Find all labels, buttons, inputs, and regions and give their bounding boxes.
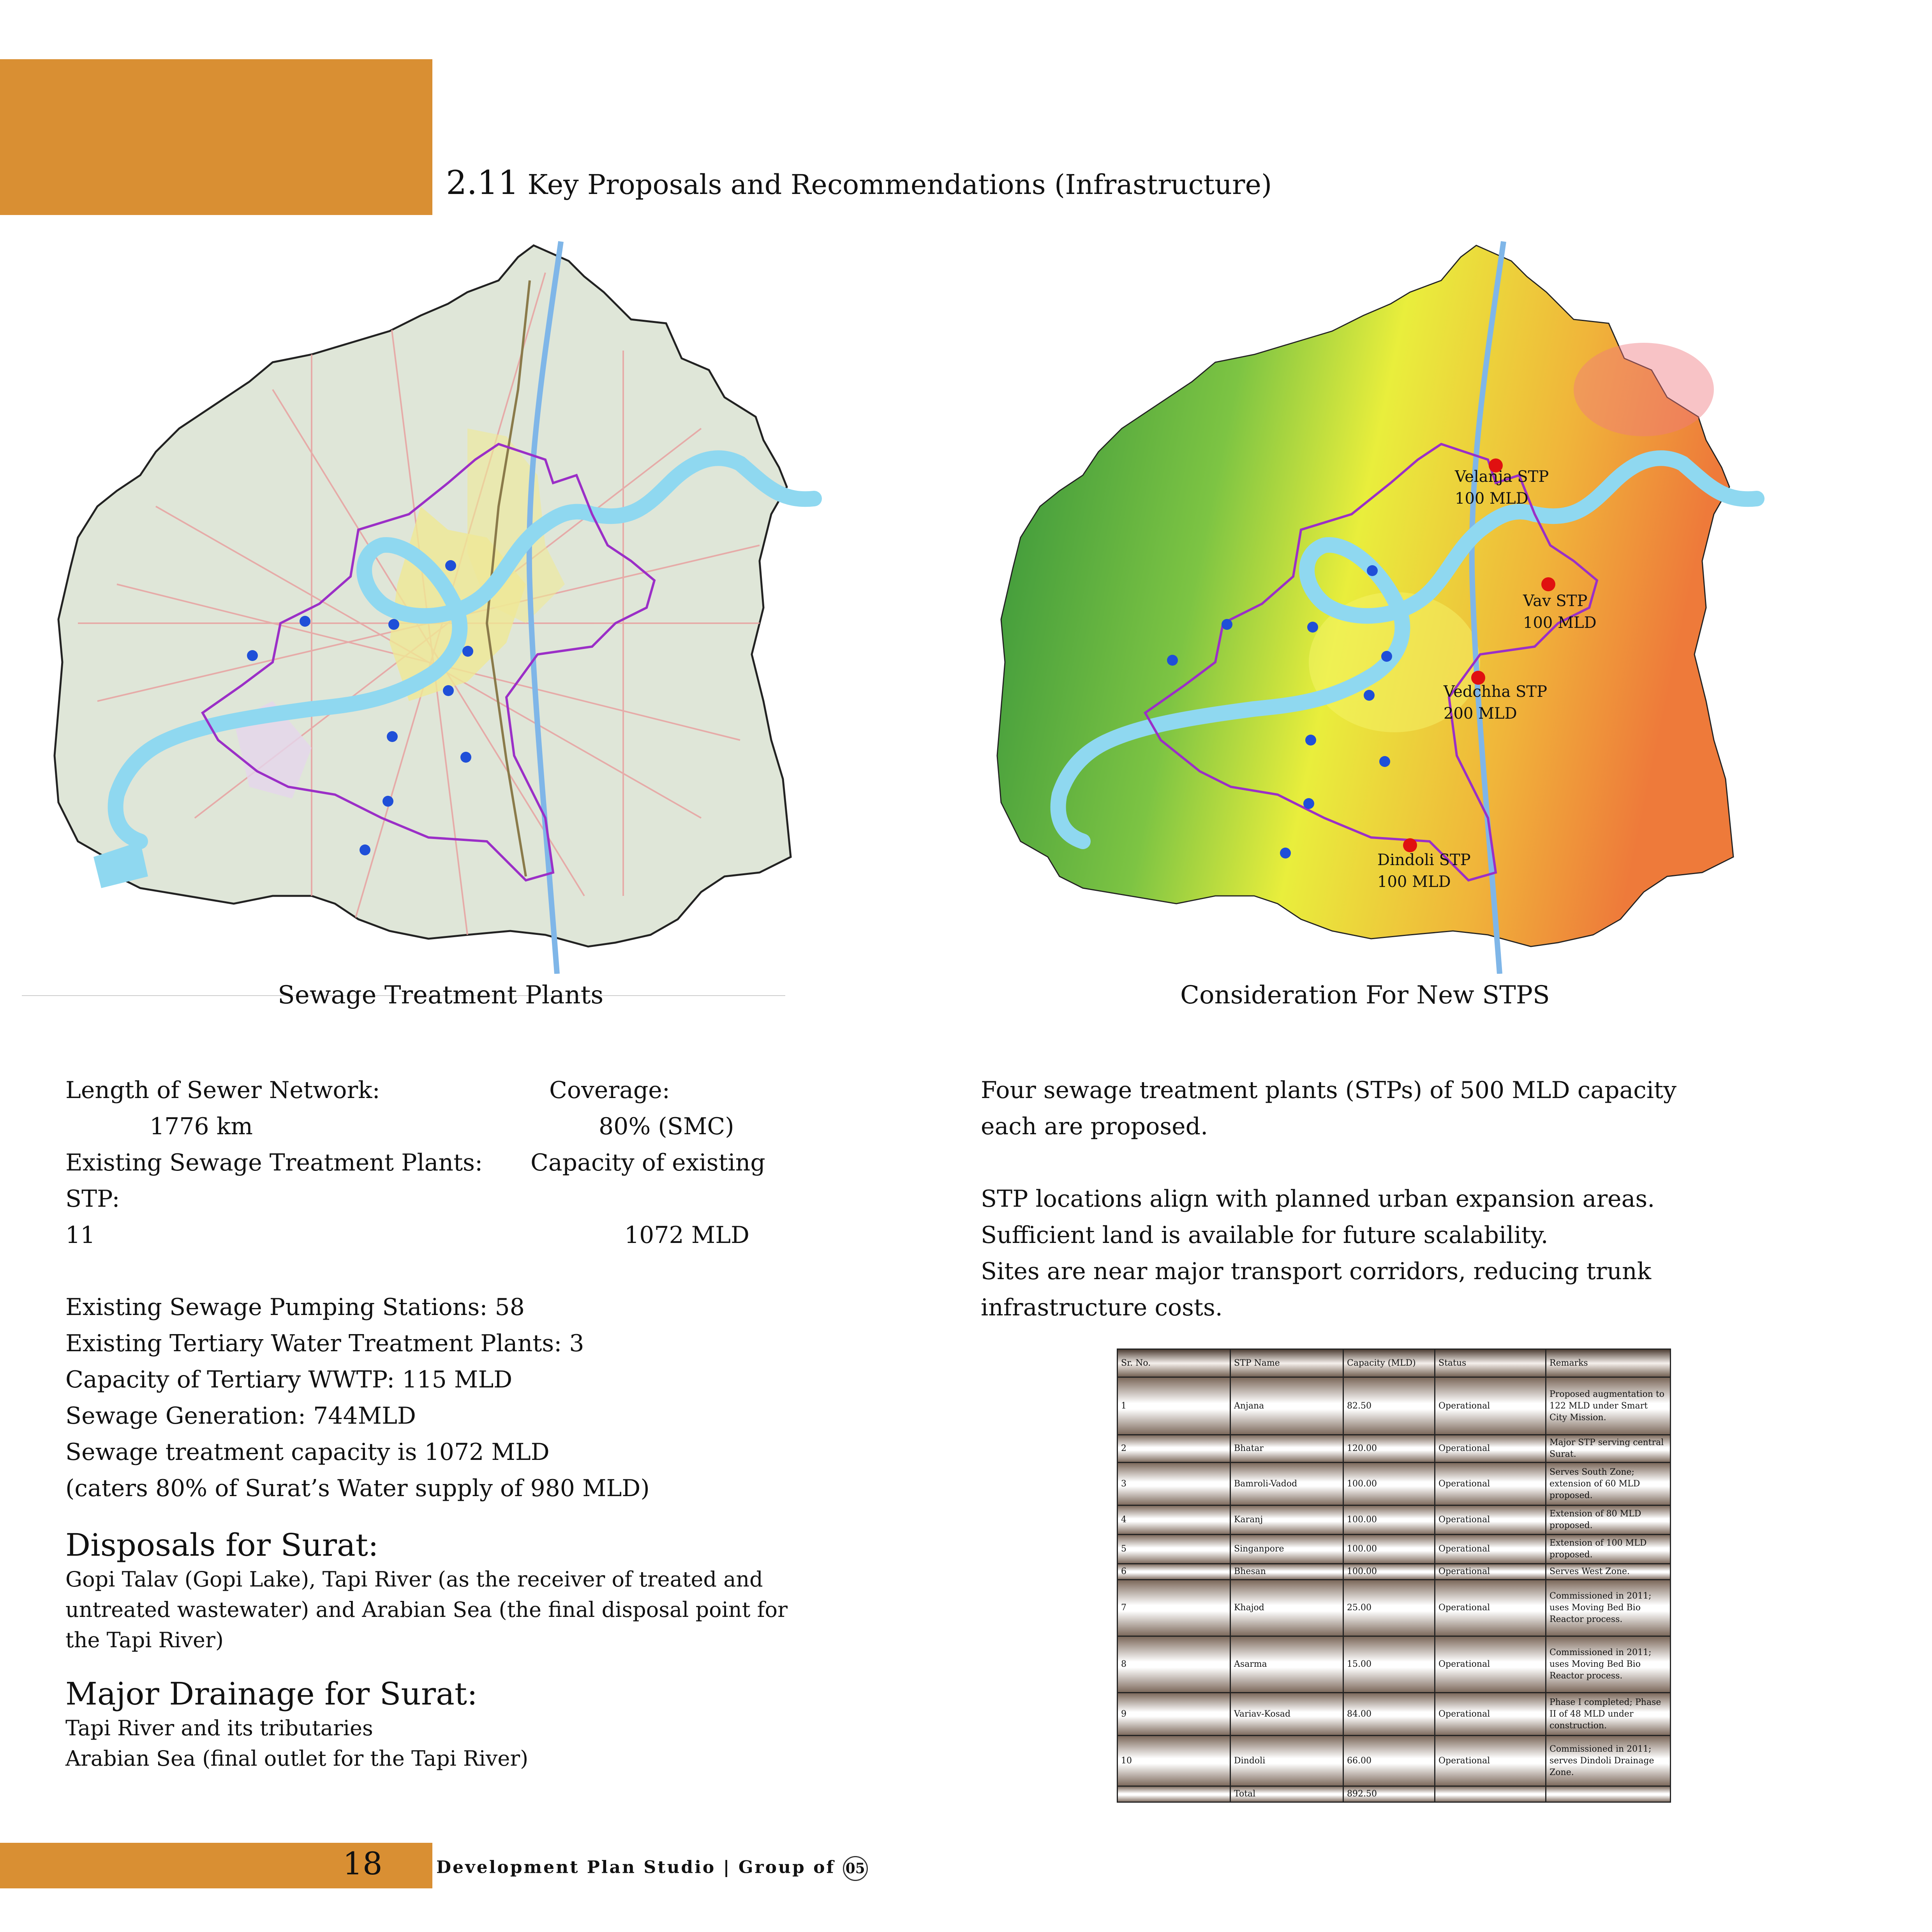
- table-cell: Bhatar: [1230, 1435, 1343, 1463]
- proposal-text: [981, 1072, 1676, 1326]
- table-cell: 15.00: [1343, 1636, 1435, 1693]
- table-cell: 3: [1118, 1463, 1230, 1505]
- proposed-stp-vav: [1523, 590, 1597, 634]
- proposal-line: Sites are near major transport corridors, reducing trunk: [981, 1258, 1652, 1285]
- stat-line: Capacity of Tertiary WWTP: 115 MLD: [65, 1366, 513, 1393]
- disposals-text: [65, 1564, 788, 1655]
- stats-list: [65, 1289, 650, 1507]
- table-header-cell: Remarks: [1546, 1349, 1671, 1377]
- sewer-length-label: Length of Sewer Network:: [65, 1077, 380, 1104]
- table-cell: 66.00: [1343, 1736, 1435, 1786]
- table-cell: Operational: [1435, 1463, 1546, 1505]
- table-cell: Operational: [1435, 1580, 1546, 1636]
- table-header-cell: Capacity (MLD): [1343, 1349, 1435, 1377]
- table-row: [1118, 1736, 1671, 1786]
- table-cell: Operational: [1435, 1693, 1546, 1736]
- disposals-line: Gopi Talav (Gopi Lake), Tapi River (as the receiver of treated and: [65, 1567, 763, 1592]
- drainage-line: Arabian Sea (final outlet for the Tapi River): [65, 1746, 529, 1771]
- table-cell: 10: [1118, 1736, 1230, 1786]
- disposals-line: the Tapi River): [65, 1628, 224, 1652]
- proposed-stp-vedchha: [1444, 681, 1547, 724]
- table-header-cell: Sr. No.: [1118, 1349, 1230, 1377]
- table-cell: Operational: [1435, 1736, 1546, 1786]
- stp-label-capacity: 100 MLD: [1455, 490, 1528, 508]
- table-cell: Major STP serving central Surat.: [1546, 1435, 1671, 1463]
- table-cell: Bamroli-Vadod: [1230, 1463, 1343, 1505]
- drainage-line: Tapi River and its tributaries: [65, 1716, 373, 1740]
- stat-line: (caters 80% of Surat’s Water supply of 980 MLD): [65, 1475, 650, 1502]
- table-cell: 100.00: [1343, 1463, 1435, 1505]
- proposal-line: [981, 1145, 1676, 1181]
- stp-label-name: Vav STP: [1523, 592, 1588, 610]
- table-cell: Operational: [1435, 1377, 1546, 1435]
- table-row: [1118, 1435, 1671, 1463]
- proposal-line: infrastructure costs.: [981, 1294, 1223, 1321]
- table-cell: Bhesan: [1230, 1564, 1343, 1580]
- stat-line: Existing Sewage Pumping Stations: 58: [65, 1294, 525, 1321]
- table-cell: Variav-Kosad: [1230, 1693, 1343, 1736]
- coverage-value: 80% (SMC): [599, 1113, 734, 1140]
- coverage-label: Coverage:: [549, 1077, 670, 1104]
- drainage-text: [65, 1713, 528, 1774]
- table-header-cell: Status: [1435, 1349, 1546, 1377]
- table-total-value: 892.50: [1343, 1786, 1435, 1802]
- proposal-line: Sufficient land is available for future scalability.: [981, 1222, 1548, 1249]
- table-cell: Extension of 100 MLD proposed.: [1546, 1535, 1671, 1564]
- table-cell: Commissioned in 2011; serves Dindoli Drainage Zone.: [1546, 1736, 1671, 1786]
- table-header-cell: STP Name: [1230, 1349, 1343, 1377]
- table-cell: Extension of 80 MLD proposed.: [1546, 1505, 1671, 1535]
- table-cell: 4: [1118, 1505, 1230, 1535]
- group-number-badge: 05: [843, 1856, 868, 1881]
- table-cell: 25.00: [1343, 1580, 1435, 1636]
- stp-label: STP:: [65, 1185, 120, 1213]
- table-cell: 7: [1118, 1580, 1230, 1636]
- table-cell: 82.50: [1343, 1377, 1435, 1435]
- table-cell: 120.00: [1343, 1435, 1435, 1463]
- proposed-stp-velanja: [1455, 466, 1549, 509]
- table-cell: Operational: [1435, 1636, 1546, 1693]
- capacity-value: 1072 MLD: [624, 1222, 750, 1249]
- existing-stp-value: 11: [65, 1222, 95, 1249]
- proposal-line: each are proposed.: [981, 1113, 1208, 1140]
- table-cell: Operational: [1435, 1505, 1546, 1535]
- stp-label-capacity: 100 MLD: [1523, 614, 1597, 632]
- disposals-heading: Disposals for Surat:: [65, 1527, 379, 1563]
- table-row: [1118, 1564, 1671, 1580]
- stp-table: [1117, 1349, 1671, 1803]
- table-cell: Karanj: [1230, 1505, 1343, 1535]
- table-header-row: [1118, 1349, 1671, 1377]
- table-cell: Anjana: [1230, 1377, 1343, 1435]
- table-cell: Phase I completed; Phase II of 48 MLD under construction.: [1546, 1693, 1671, 1736]
- footer-label: Development Plan Studio | Group of: [436, 1857, 836, 1877]
- stat-line: Existing Tertiary Water Treatment Plants: 3: [65, 1330, 584, 1357]
- table-cell: Dindoli: [1230, 1736, 1343, 1786]
- disposals-line: untreated wastewater) and Arabian Sea (the final disposal point for: [65, 1597, 788, 1622]
- footer-text: [436, 1856, 868, 1881]
- sewage-treatment-plants-map: [39, 234, 841, 974]
- section-number: 2.11: [446, 164, 519, 202]
- table-row: [1118, 1580, 1671, 1636]
- table-cell: 100.00: [1343, 1535, 1435, 1564]
- proposed-stp-dindoli: [1377, 849, 1471, 893]
- stat-line: Sewage treatment capacity is 1072 MLD: [65, 1438, 550, 1466]
- table-cell: 100.00: [1343, 1505, 1435, 1535]
- table-cell: 8: [1118, 1636, 1230, 1693]
- table-cell: Operational: [1435, 1435, 1546, 1463]
- table-total-label: Total: [1230, 1786, 1343, 1802]
- table-row: [1118, 1505, 1671, 1535]
- table-cell: [1546, 1786, 1671, 1802]
- table-cell: Serves West Zone.: [1546, 1564, 1671, 1580]
- stp-label-name: Vedchha STP: [1444, 683, 1547, 701]
- left-map-caption: Sewage Treatment Plants: [278, 981, 604, 1010]
- stp-label-capacity: 100 MLD: [1377, 873, 1451, 891]
- table-cell: Asarma: [1230, 1636, 1343, 1693]
- stp-label-name: Dindoli STP: [1377, 851, 1471, 869]
- capacity-label: Capacity of existing: [531, 1149, 765, 1176]
- table-cell: [1118, 1786, 1230, 1802]
- table-cell: 1: [1118, 1377, 1230, 1435]
- table-row: [1118, 1535, 1671, 1564]
- table-cell: [1435, 1786, 1546, 1802]
- page-title: [446, 164, 1272, 202]
- stp-label-name: Velanja STP: [1455, 468, 1549, 486]
- table-row: [1118, 1463, 1671, 1505]
- proposal-line: STP locations align with planned urban expansion areas.: [981, 1185, 1655, 1213]
- page-number: 18: [343, 1846, 383, 1882]
- existing-stp-label: Existing Sewage Treatment Plants:: [65, 1149, 483, 1176]
- section-title: Key Proposals and Recommendations (Infrastructure): [527, 169, 1272, 201]
- proposal-line: Four sewage treatment plants (STPs) of 500 MLD capacity: [981, 1077, 1677, 1104]
- table-cell: Commissioned in 2011; uses Moving Bed Bio Reactor process.: [1546, 1636, 1671, 1693]
- table-total-row: [1118, 1786, 1671, 1802]
- table-cell: 6: [1118, 1564, 1230, 1580]
- table-cell: 100.00: [1343, 1564, 1435, 1580]
- table-cell: Commissioned in 2011; uses Moving Bed Bio Reactor process.: [1546, 1580, 1671, 1636]
- stp-label-capacity: 200 MLD: [1444, 705, 1517, 723]
- sewer-length-value: 1776 km: [150, 1113, 253, 1140]
- table-cell: Operational: [1435, 1564, 1546, 1580]
- table-row: [1118, 1636, 1671, 1693]
- right-map-caption: Consideration For New STPS: [1180, 981, 1550, 1010]
- header-accent-bar: [0, 59, 432, 215]
- table-cell: 5: [1118, 1535, 1230, 1564]
- stat-line: Sewage Generation: 744MLD: [65, 1402, 416, 1430]
- table-cell: Singanpore: [1230, 1535, 1343, 1564]
- table-cell: Serves South Zone; extension of 60 MLD proposed.: [1546, 1463, 1671, 1505]
- table-cell: Operational: [1435, 1535, 1546, 1564]
- table-row: [1118, 1377, 1671, 1435]
- table-cell: Proposed augmentation to 122 MLD under Smart City Mission.: [1546, 1377, 1671, 1435]
- drainage-heading: Major Drainage for Surat:: [65, 1676, 478, 1712]
- table-cell: Khajod: [1230, 1580, 1343, 1636]
- table-cell: 84.00: [1343, 1693, 1435, 1736]
- table-cell: 9: [1118, 1693, 1230, 1736]
- table-row: [1118, 1693, 1671, 1736]
- table-cell: 2: [1118, 1435, 1230, 1463]
